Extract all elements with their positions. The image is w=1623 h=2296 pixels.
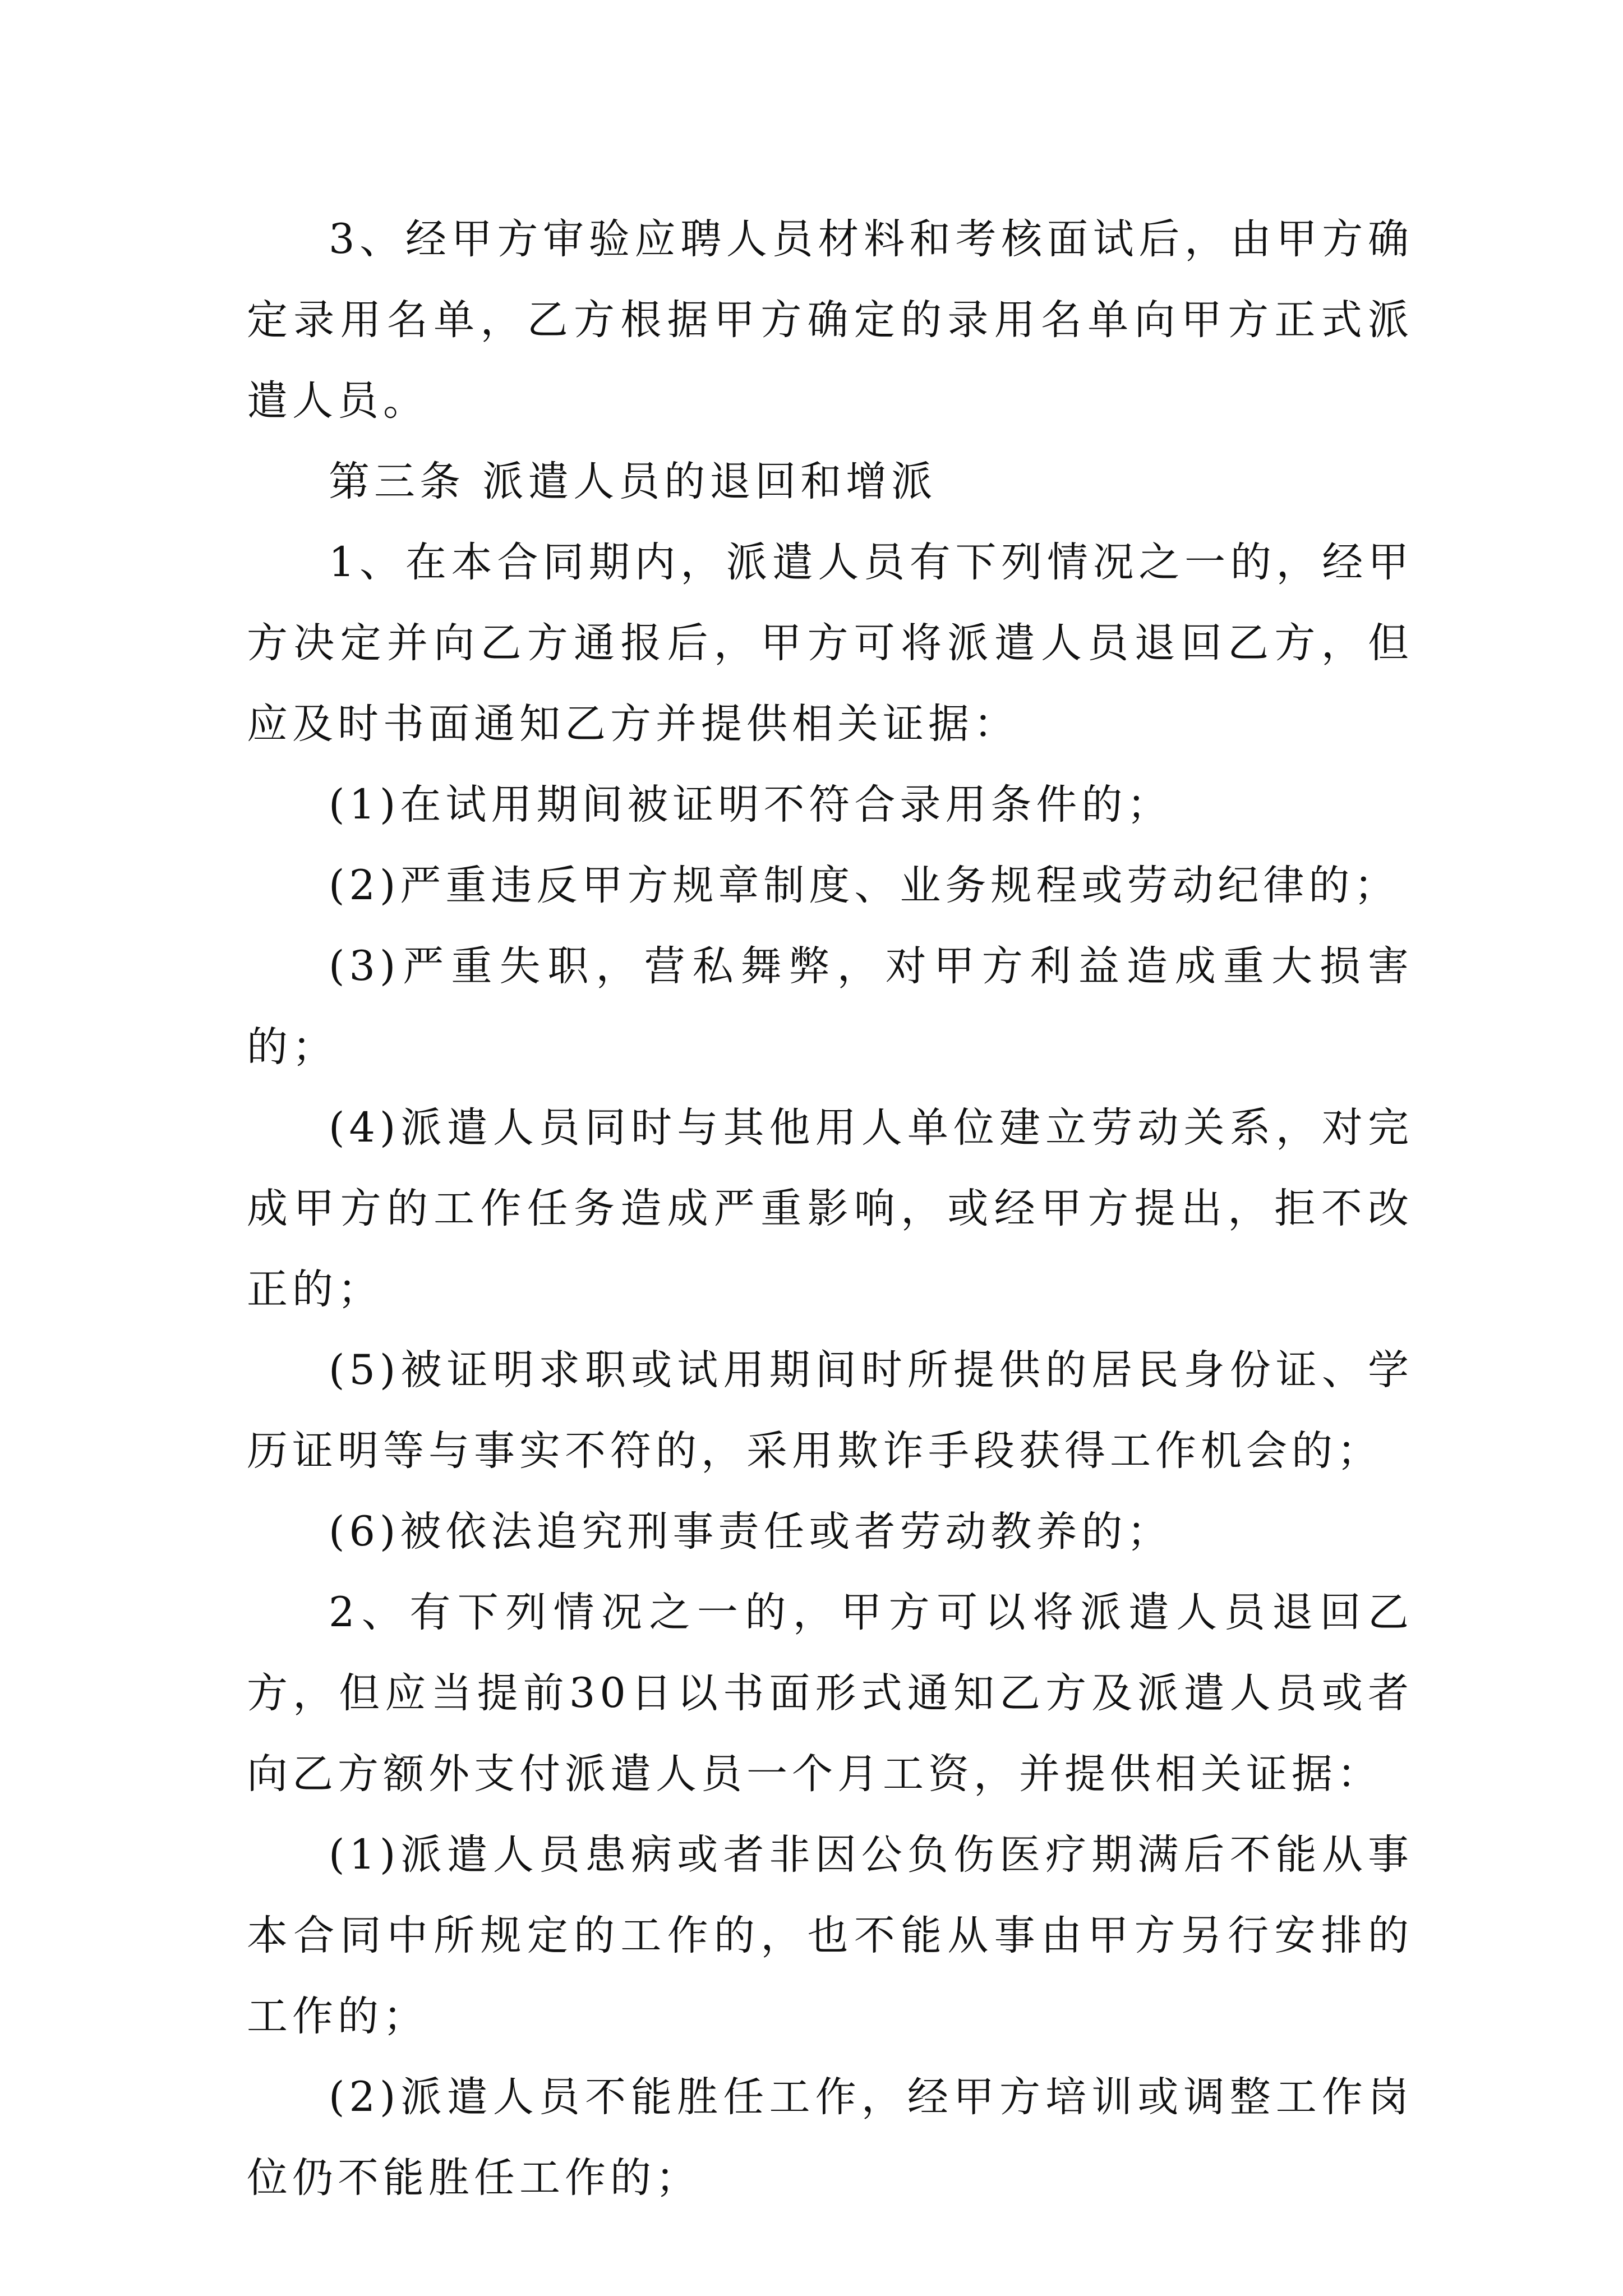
list-item-1-1: (1)在试用期间被证明不符合录用条件的；	[329, 781, 1173, 829]
paragraph-clause-3: 3、经甲方审验应聘人员材料和考核面试后，由甲方确定录用名单，乙方根据甲方确定的录用名单向甲方正式派遣人员。	[247, 215, 1413, 425]
list-item-1-5: (5)被证明求职或试用期间时所提供的居民身份证、学历证明等与事实不符的，采用欺诈手段获得工作机会的；	[247, 1346, 1413, 1475]
list-item-1-4: (4)派遣人员同时与其他用人单位建立劳动关系，对完成甲方的工作任务造成严重影响，或经甲方提出，拒不改正的；	[247, 1104, 1413, 1313]
list-item-1-3: (3)严重失职，营私舞弊，对甲方利益造成重大损害的；	[247, 942, 1413, 1071]
list-item-2-1: (1)派遣人员患病或者非因公负伤医疗期满后不能从事本合同中所规定的工作的，也不能从事由甲方另行安排的工作的；	[247, 1831, 1413, 2040]
list-item-2-2: (2)派遣人员不能胜任工作，经甲方培训或调整工作岗位仍不能胜任工作的；	[247, 2073, 1413, 2202]
section-heading-article-3: 第三条 派遣人员的退回和增派	[329, 458, 937, 505]
list-item-1-6: (6)被依法追究刑事责任或者劳动教养的；	[329, 1508, 1173, 1556]
paragraph-clause-2: 2、有下列情况之一的，甲方可以将派遣人员退回乙方，但应当提前30日以书面形式通知乙方及派遣人员或者向乙方额外支付派遣人员一个月工资，并提供相关证据：	[247, 1589, 1413, 1798]
document-body	[247, 199, 1413, 2219]
paragraph-clause-1: 1、在本合同期内，派遣人员有下列情况之一的，经甲方决定并向乙方通报后，甲方可将派遣人员退回乙方，但应及时书面通知乙方并提供相关证据：	[247, 539, 1413, 748]
list-item-1-2: (2)严重违反甲方规章制度、业务规程或劳动纪律的；	[329, 862, 1400, 909]
